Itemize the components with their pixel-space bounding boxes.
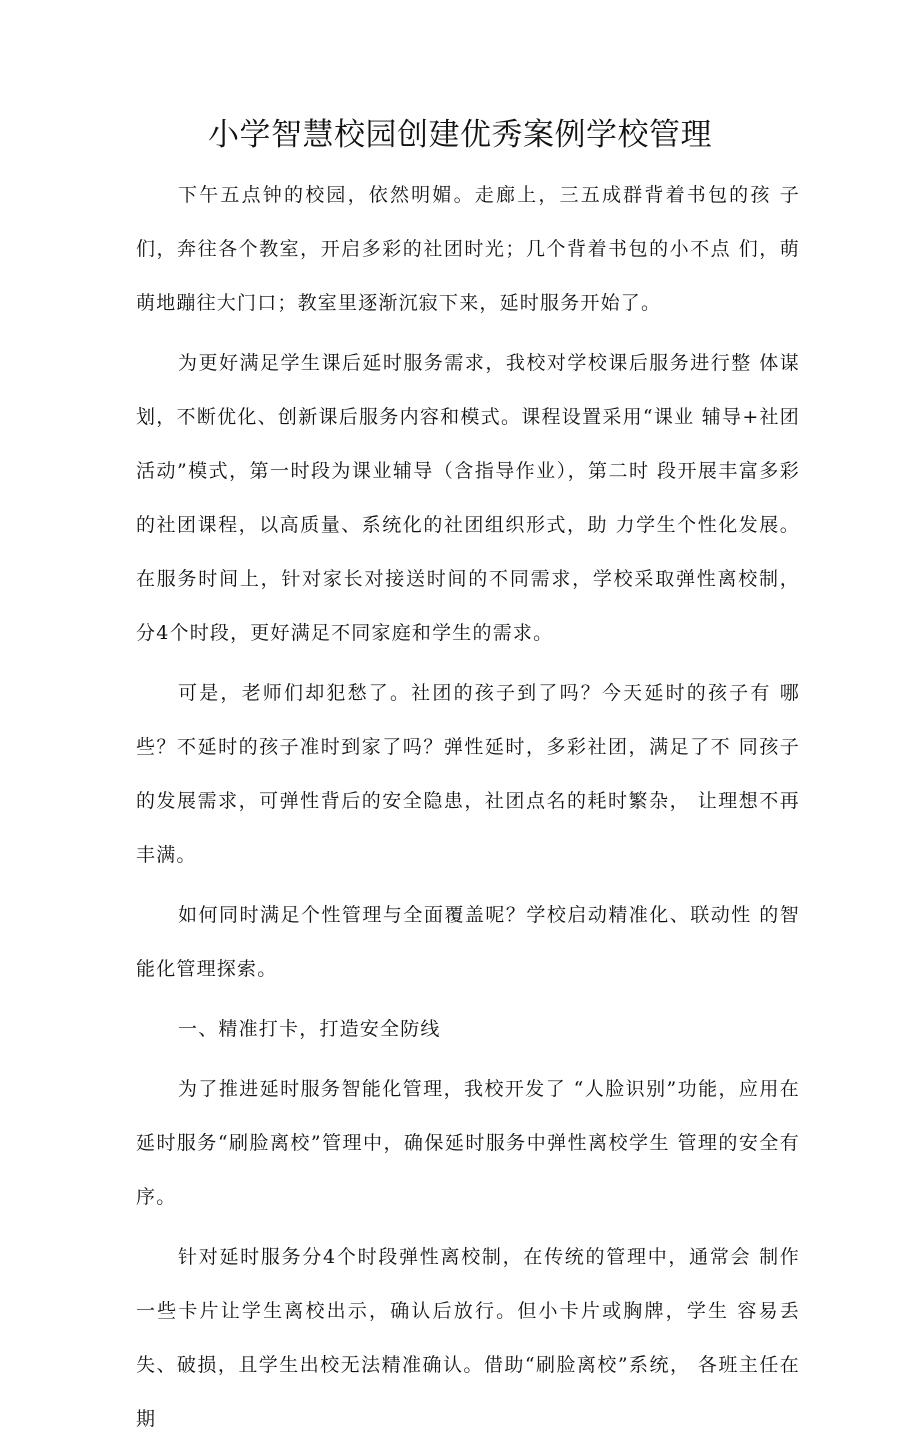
paragraph-management-question: 如何同时满足个性管理与全面覆盖呢？学校启动精准化、联动性 的智能化管理探索。 <box>136 904 800 980</box>
paragraph-service-planning: 为更好满足学生课后延时服务需求，我校对学校课后服务进行整 体谋划，不断优化、创新课后服务内容和模式。课程设置采用“课业 辅导+社团活动”模式，第一时段为课业辅导（含指导作业），第二时 段开展丰富多彩的社团课程，以高质量、系统化的社团组织形式，助 力学生个性化发展。在服务时间上，针对家长对接送时间的不同需求，学校采取弹性离校制，分4个时段，更好满足不同家庭和学生的需求。 <box>136 352 800 644</box>
paragraph-time-slots: 针对延时服务分4个时段弹性离校制，在传统的管理中，通常会 制作一些卡片让学生离校出示，确认后放行。但小卡片或胸牌，学生 容易丢失、破损，且学生出校无法精准确认。借助“刷脸离校”系统， 各班主任在期 <box>136 1246 800 1430</box>
document-title: 小学智慧校园创建优秀案例学校管理 <box>208 117 712 153</box>
section-heading-1: 一、精准打卡，打造安全防线 <box>178 1018 441 1040</box>
paragraph-teacher-concerns: 可是，老师们却犯愁了。社团的孩子到了吗？今天延时的孩子有 哪些？不延时的孩子准时到家了吗？弹性延时，多彩社团，满足了不 同孩子的发展需求，可弹性背后的安全隐患，社团点名的耗时繁杂， 让理想不再丰满。 <box>136 682 800 866</box>
document-body <box>136 168 800 1452</box>
paragraph-face-recognition: 为了推进延时服务智能化管理，我校开发了 “人脸识别”功能，应用在延时服务“刷脸离校”管理中，确保延时服务中弹性离校学生 管理的安全有序。 <box>136 1078 800 1208</box>
paragraph-intro: 下午五点钟的校园，依然明媚。走廊上，三五成群背着书包的孩 子们，奔往各个教室，开启多彩的社团时光；几个背着书包的小不点 们，萌萌地蹦往大门口；教室里逐渐沉寂下来，延时服务开始了。 <box>136 184 800 314</box>
